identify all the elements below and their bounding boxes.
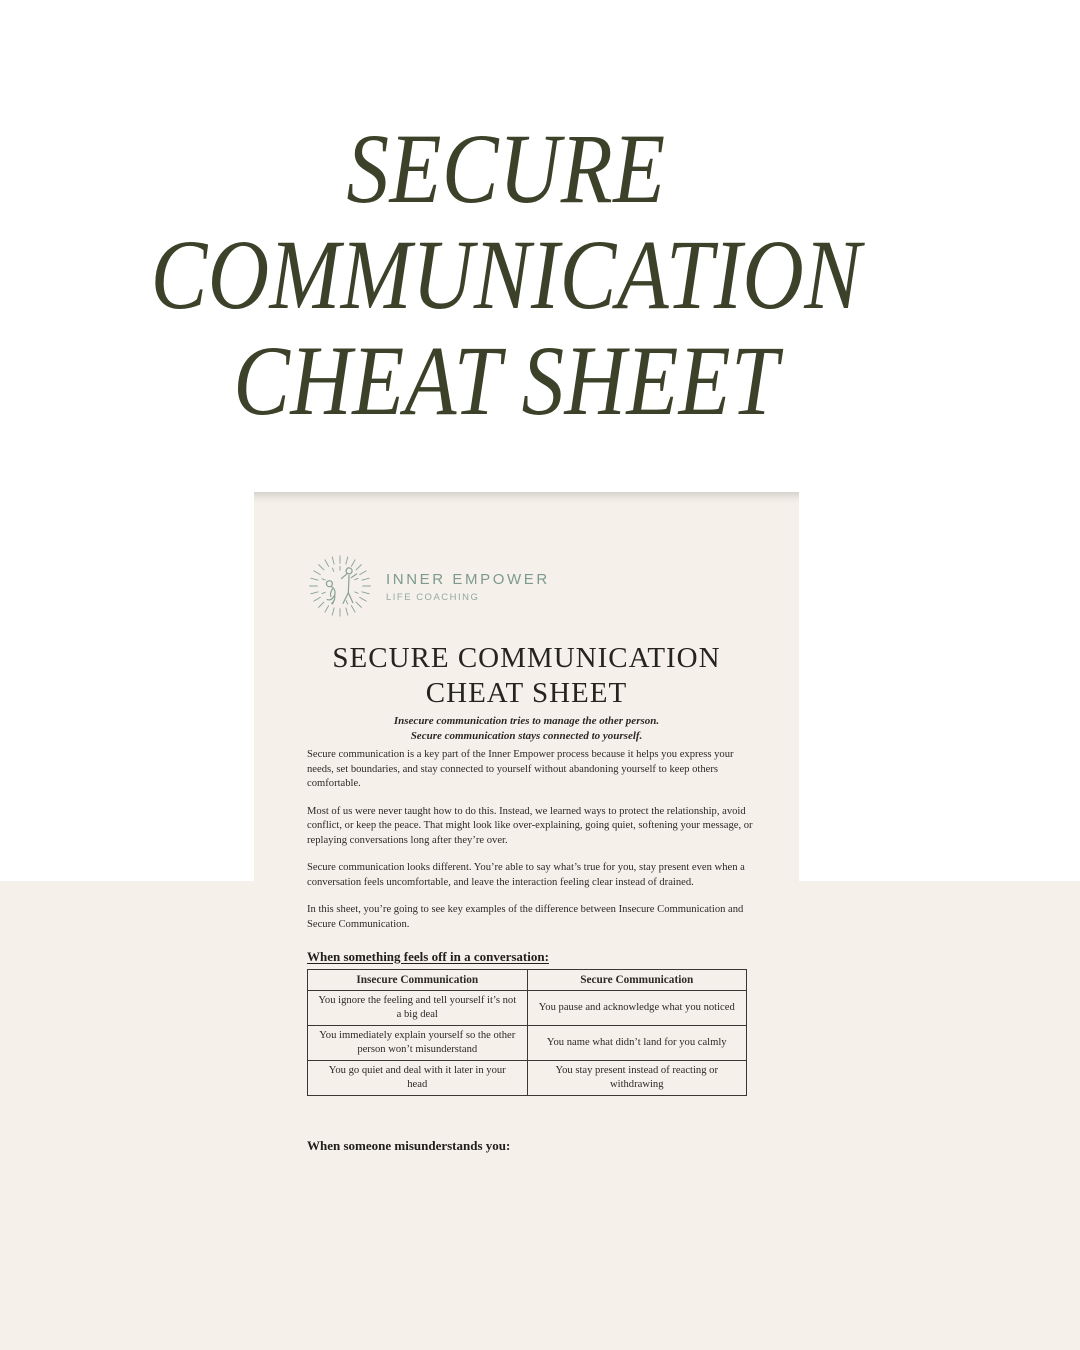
- sunburst-figures-icon: [306, 550, 374, 627]
- comparison-table: [307, 969, 747, 1096]
- document-subtitle: [254, 714, 799, 744]
- document-body: [307, 748, 753, 1158]
- section-heading-feels-off: When something feels off in a conversation:: [307, 948, 549, 964]
- document-subtitle-line-2: Secure communication stays connected to yourself.: [410, 730, 643, 742]
- table-header-row: [308, 969, 747, 990]
- cover-title-line-3: CHEAT SHEET: [233, 325, 779, 436]
- table-cell-insecure-3: You go quiet and deal with it later in your head: [308, 1060, 528, 1095]
- table-header-insecure: Insecure Communication: [308, 969, 528, 990]
- document-top-shadow: [254, 492, 799, 503]
- cheat-sheet-document-preview: [254, 492, 799, 1350]
- table-cell-secure-3: You stay present instead of reacting or withdrawing: [527, 1060, 747, 1095]
- logo-text-block: [386, 572, 550, 603]
- cover-title: [76, 113, 936, 436]
- paragraph-never-taught: Most of us were never taught how to do this. Instead, we learned ways to protect the relationship, avoid conflict, or keep the peace. That might look like over-explaining, going quiet, softening your message, or replaying conversations long after they’re over.: [307, 805, 753, 847]
- document-subtitle-line-1: Insecure communication tries to manage the other person.: [393, 715, 660, 727]
- paragraph-looks-different: Secure communication looks different. You’re able to say what’s true for you, stay present even when a conversation feels uncomfortable, and leave the interaction feeling clear instead of drained.: [307, 862, 745, 888]
- table-row: [308, 1060, 747, 1095]
- logo-brand-name: INNER EMPOWER: [386, 571, 550, 588]
- table-row: [308, 1025, 747, 1060]
- table-row: [308, 990, 747, 1025]
- section-heading-misunderstands: When someone misunderstands you:: [307, 1137, 511, 1153]
- table-cell-insecure-2: You immediately explain yourself so the other person won’t misunderstand: [308, 1025, 528, 1060]
- table-header-secure: Secure Communication: [527, 969, 747, 990]
- table-cell-secure-2: You name what didn’t land for you calmly: [527, 1025, 747, 1060]
- table-cell-secure-1: You pause and acknowledge what you noticed: [527, 990, 747, 1025]
- cover-title-line-2: COMMUNICATION: [150, 219, 862, 330]
- document-heading-line-2: CHEAT SHEET: [425, 677, 628, 709]
- document-heading: [254, 641, 799, 711]
- paragraph-intro: Secure communication is a key part of the Inner Empower process because it helps you express your needs, set boundaries, and stay connected to yourself without abandoning yourself to keep others comfortable.: [307, 749, 734, 790]
- table-cell-insecure-1: You ignore the feeling and tell yourself it’s not a big deal: [308, 990, 528, 1025]
- logo-tagline: LIFE COACHING: [386, 592, 480, 603]
- paragraph-in-this-sheet: In this sheet, you’re going to see key examples of the difference between Insecure Communication and Secure Communication.: [307, 904, 744, 930]
- cover-title-line-1: SECURE: [346, 113, 666, 224]
- document-heading-line-1: SECURE COMMUNICATION: [332, 642, 721, 674]
